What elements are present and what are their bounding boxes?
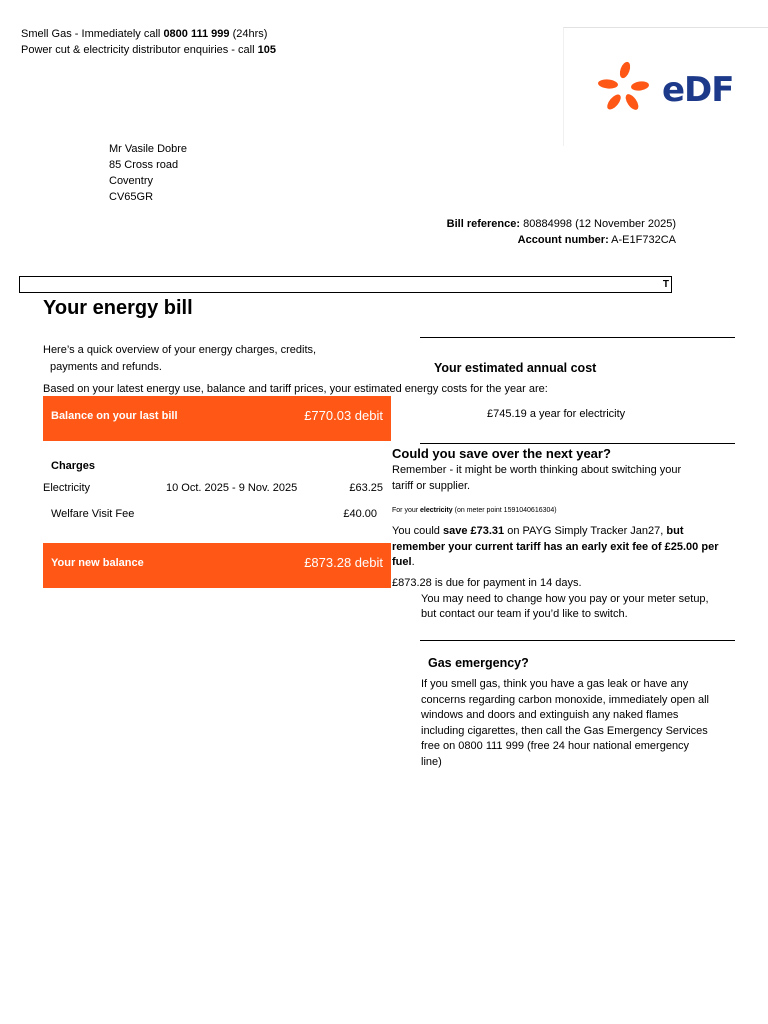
new-balance-label: Your new balance xyxy=(51,557,144,569)
savings-line3: fuel. xyxy=(392,556,415,568)
address-postcode: CV65GR xyxy=(109,191,154,203)
charge-amount-electricity: £63.25 xyxy=(349,482,383,494)
gas-phone-number: 0800 111 999 xyxy=(163,28,230,40)
save-line1: Remember - it might be worth thinking about switching your xyxy=(392,464,682,476)
divider xyxy=(420,337,735,338)
intro-line1: Here’s a quick overview of your energy charges, credits, xyxy=(43,344,317,356)
last-bill-value: £770.03 debit xyxy=(304,408,383,423)
power-phone-number: 105 xyxy=(257,44,276,56)
last-bill-label: Balance on your last bill xyxy=(51,410,178,422)
switch-note-line2: but contact our team if you’d like to switch. xyxy=(421,608,628,620)
address-city: Coventry xyxy=(109,175,154,187)
savings-line2: remember your current tariff has an early exit fee of £25.00 per xyxy=(392,541,719,553)
address-line1: 85 Cross road xyxy=(109,159,179,171)
intro-line2: payments and refunds. xyxy=(50,361,162,373)
gas-contact-line: Smell Gas - Immediately call 0800 111 999 (24hrs) xyxy=(21,28,268,40)
bill-reference: Bill reference: 80884998 (12 November 2025) xyxy=(446,218,676,230)
annual-cost-value: £745.19 a year for electricity xyxy=(487,408,626,420)
page-title: Your energy bill xyxy=(43,297,193,319)
save-heading: Could you save over the next year? xyxy=(392,446,611,461)
customer-name: Mr Vasile Dobre xyxy=(109,143,188,155)
account-number: Account number: A-E1F732CA xyxy=(517,234,676,246)
annual-cost-heading: Your estimated annual cost xyxy=(434,361,597,375)
edf-logo-text: eDF xyxy=(662,70,734,110)
divider xyxy=(420,640,735,641)
divider xyxy=(420,443,735,444)
charge-name-welfare: Welfare Visit Fee xyxy=(51,508,135,520)
charge-amount-welfare: £40.00 xyxy=(343,508,377,520)
save-line2: tariff or supplier. xyxy=(392,480,471,492)
new-balance-value: £873.28 debit xyxy=(304,555,383,570)
charge-period-electricity: 10 Oct. 2025 - 9 Nov. 2025 xyxy=(166,482,298,494)
last-bill-balance-bar xyxy=(43,396,391,441)
box-marker: T xyxy=(662,279,669,290)
edf-flower-icon xyxy=(596,60,660,114)
savings-amount: save £73.31 xyxy=(442,525,505,537)
charge-name-electricity: Electricity xyxy=(43,482,91,494)
savings-line1: You could save £73.31 on PAYG Simply Tracker Jan27, but xyxy=(392,525,684,537)
switch-note-line1: You may need to change how you pay or your meter setup, xyxy=(421,593,709,605)
outlined-box xyxy=(19,276,672,293)
gas-emergency-text: If you smell gas, think you have a gas leak or have any concerns regarding carbon monoxide, immediately open all windows and doors and extinguish any naked flames including cigarettes, then call the Gas Emergency Services free on 0800 111 999 (free 24 hour national emergency line) xyxy=(421,678,709,768)
gas-emergency-heading: Gas emergency? xyxy=(428,656,529,670)
payment-due: £873.28 is due for payment in 14 days. xyxy=(392,577,582,589)
new-balance-bar xyxy=(43,543,391,588)
power-contact-line: Power cut & electricity distributor enquiries - call 105 xyxy=(21,44,276,56)
meter-point-note: For your electricity (on meter point 1591040616304) xyxy=(392,507,557,514)
charges-heading: Charges xyxy=(51,460,96,472)
estimate-intro: Based on your latest energy use, balance and tariff prices, your estimated energy costs for the year are: xyxy=(43,383,548,395)
